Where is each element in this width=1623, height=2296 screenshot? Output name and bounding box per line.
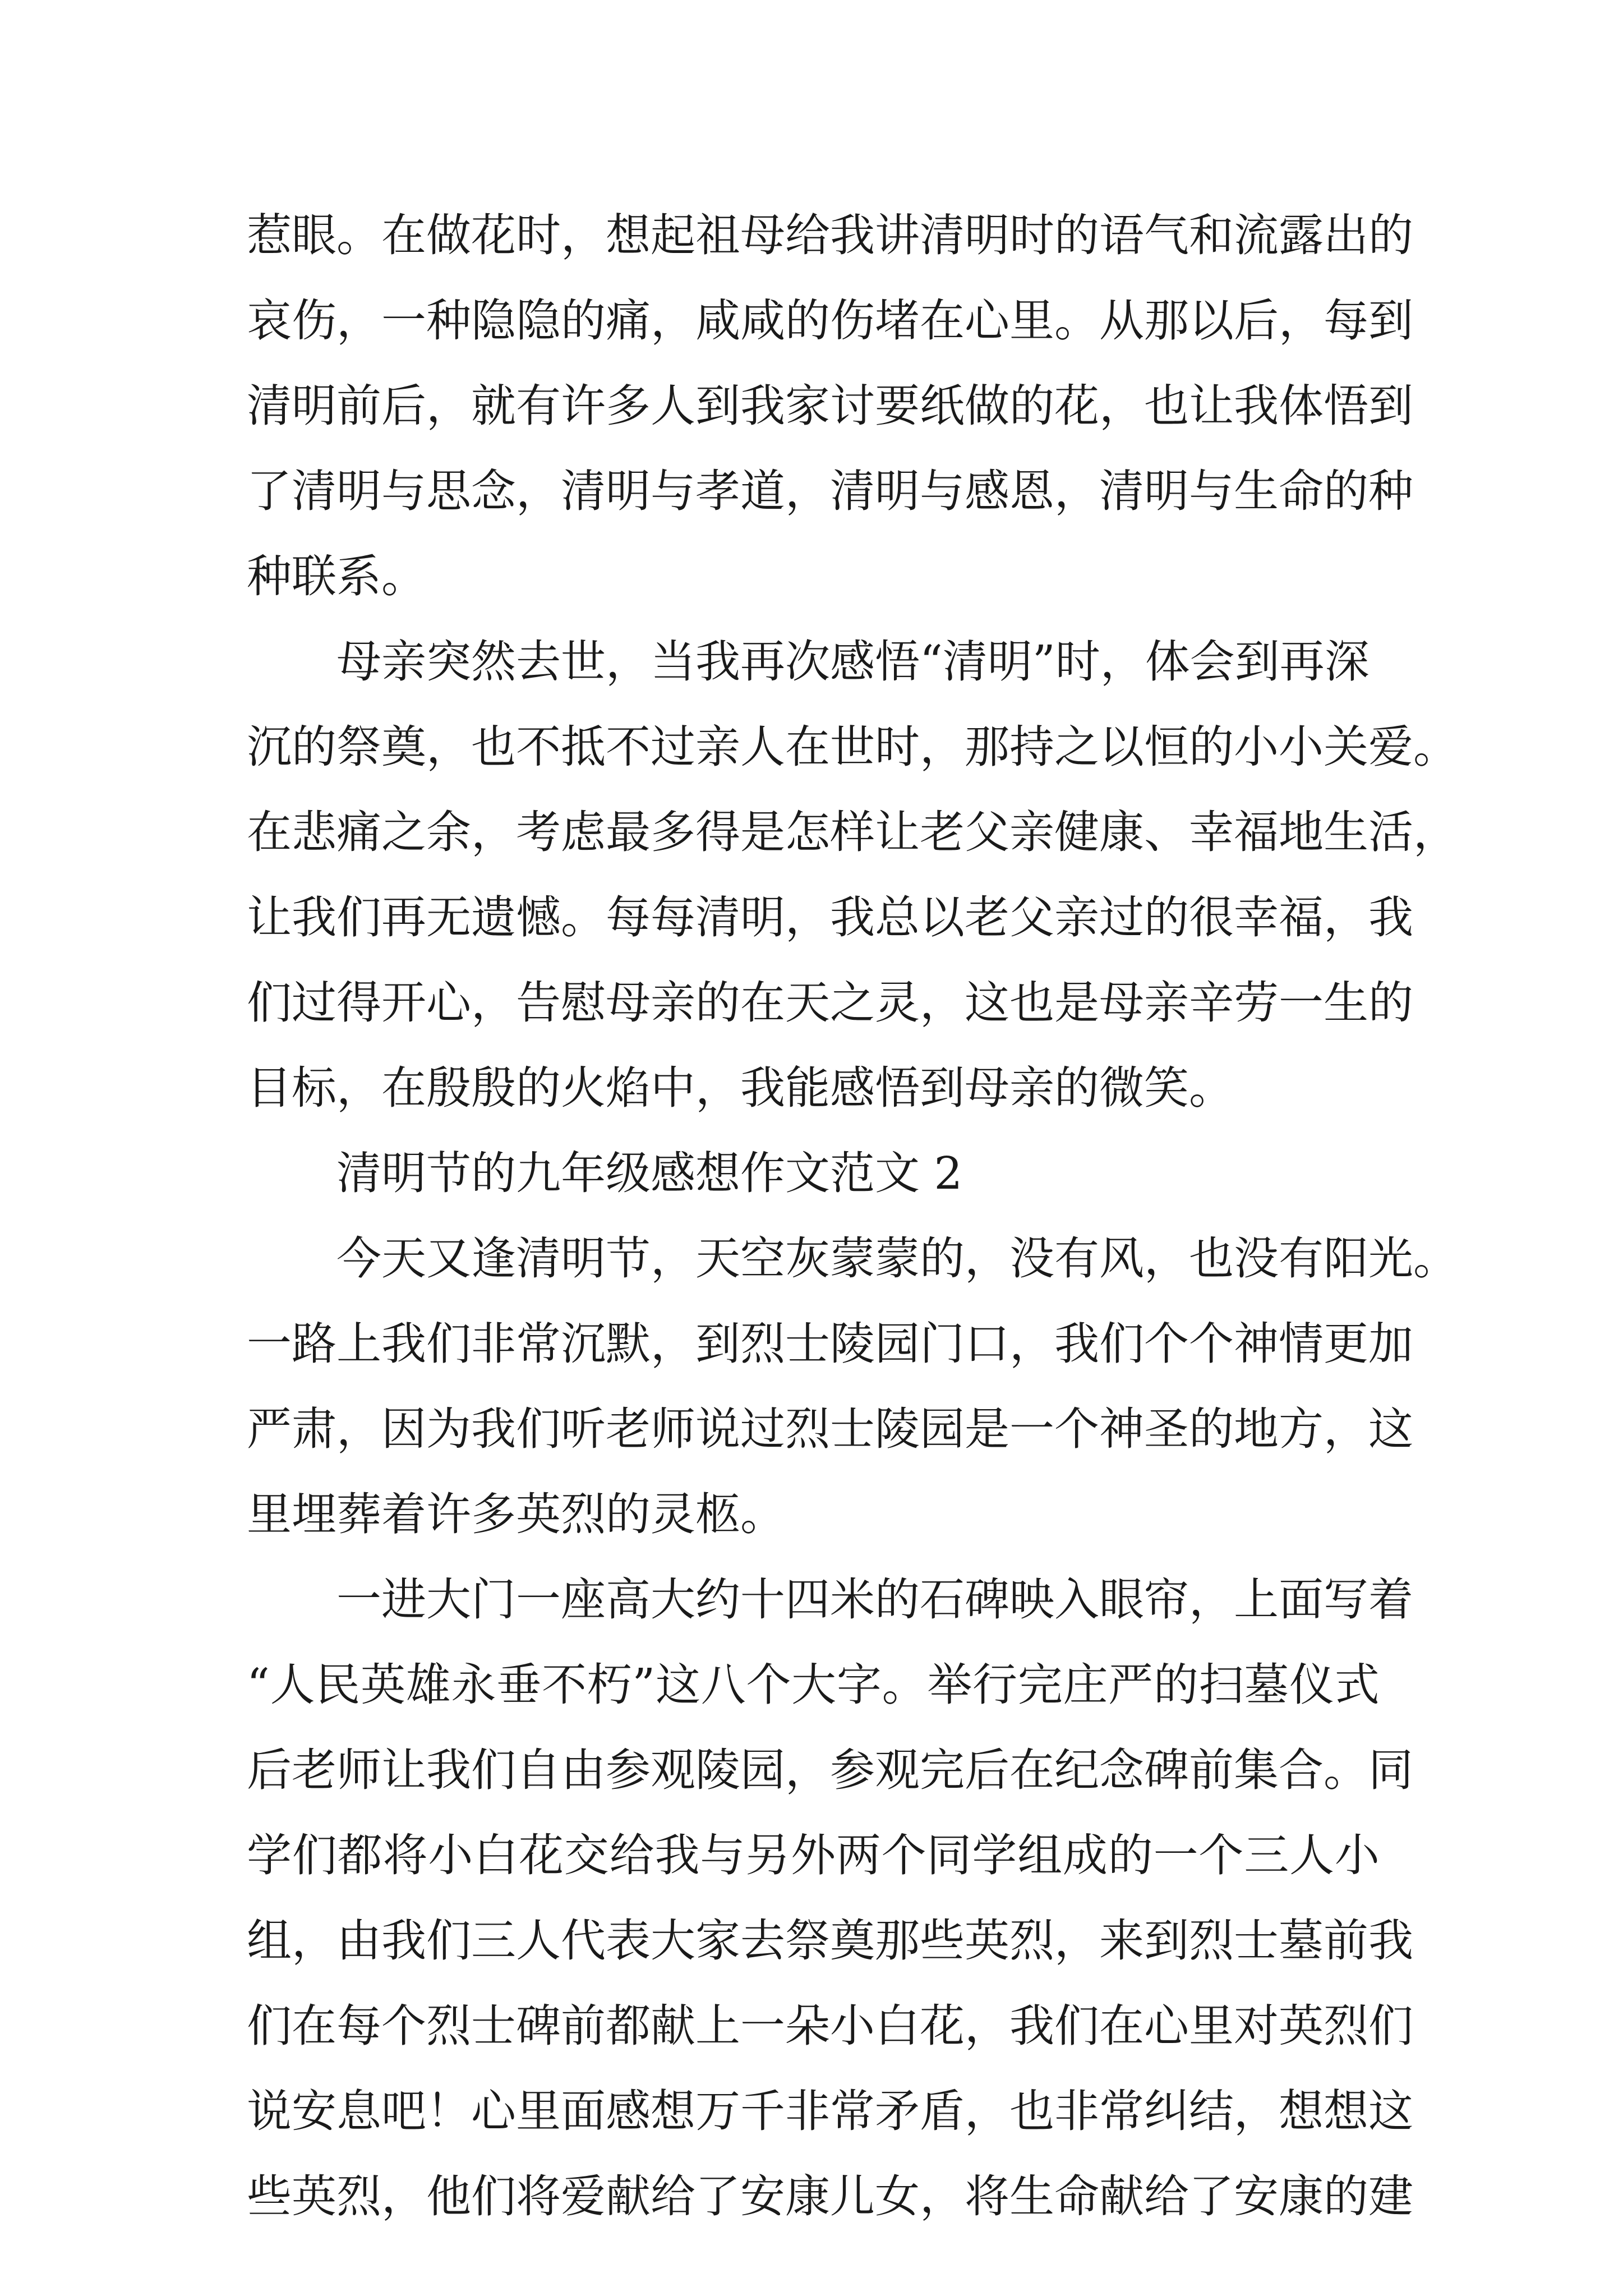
text-line: 些 英 烈 ， 他 们 将 爱 献 给 了 安 康 儿 女 ， 将 生 命 献 给 了 安 康 的 建: [247, 2170, 1413, 2223]
text-line: 说 安 息 吧 ！ 心 里 面 感 想 万 千 非 常 矛 盾 ， 也 非 常 纠 结 ， 想 想 这: [247, 2085, 1413, 2137]
paragraph-first-line: 一进大门一座高大约十四米的石碑映入眼帘，上面写着: [336, 1573, 1413, 1626]
text-line: 们 在 每 个 烈 士 碑 前 都 献 上 一 朵 小 白 花 ， 我 们 在 心 里 对 英 烈 们: [247, 2000, 1413, 2052]
text-line: 清 明 前 后 ， 就 有 许 多 人 到 我 家 讨 要 纸 做 的 花 ， 也 让 我 体 悟 到: [247, 380, 1413, 432]
text-line: 学 们 都 将 小 白 花 交 给 我 与 另 外 两 个 同 学 组 成 的 一 个 三 人 小: [247, 1829, 1380, 1881]
text-line: “ 人 民 英 雄 永 垂 不 朽 ” 这 八 个 大 字 。 举 行 完 庄 严 的 扫 墓 仪 式: [247, 1659, 1380, 1711]
text-line: 严 肃 ， 因 为 我 们 听 老 师 说 过 烈 士 陵 园 是 一 个 神 圣 的 地 方 ， 这: [247, 1403, 1413, 1455]
text-line: 种联系。: [247, 550, 426, 602]
section-heading: 清明节的九年级感想作文范文 2: [336, 1147, 963, 1199]
text-line: 目标，在殷殷的火焰中，我能感悟到母亲的微笑。: [247, 1062, 1234, 1114]
text-line: 后 老 师 让 我 们 自 由 参 观 陵 园 ， 参 观 完 后 在 纪 念 碑 前 集 合 。 同: [247, 1744, 1413, 1796]
text-line: 哀 伤 ， 一 种 隐 隐 的 痛 ， 咸 咸 的 伤 堵 在 心 里 。 从 那 以 后 ， 每 到: [247, 295, 1413, 347]
text-line: 组 ， 由 我 们 三 人 代 表 大 家 去 祭 奠 那 些 英 烈 ， 来 到 烈 士 墓 前 我: [247, 1915, 1413, 1967]
text-line: 惹 眼 。 在 做 花 时 ， 想 起 祖 母 给 我 讲 清 明 时 的 语 气 和 流 露 出 的: [247, 209, 1413, 261]
text-line: 在悲痛之余，考虑最多得是怎样让老父亲健康、幸福地生活，: [247, 806, 1458, 858]
text-line: 里埋葬着许多英烈的灵柩。: [247, 1488, 785, 1540]
text-line: 一 路 上 我 们 非 常 沉 默 ， 到 烈 士 陵 园 门 口 ， 我 们 个 个 神 情 更 加: [247, 1318, 1413, 1370]
text-line: 们 过 得 开 心 ， 告 慰 母 亲 的 在 天 之 灵 ， 这 也 是 母 亲 辛 劳 一 生 的: [247, 977, 1413, 1029]
text-line: 沉的祭奠，也不抵不过亲人在世时，那持之以恒的小小关爱。: [247, 721, 1458, 773]
text-line: 了 清 明 与 思 念 ， 清 明 与 孝 道 ， 清 明 与 感 恩 ， 清 明 与 生 命 的 种: [247, 465, 1413, 517]
paragraph-first-line: 今天又逢清明节，天空灰蒙蒙的，没有风，也没有阳光。: [336, 1232, 1458, 1285]
paragraph-first-line: 母亲突然去世，当我再次感悟“清明”时，体会到再深: [336, 636, 1370, 688]
text-line: 让 我 们 再 无 遗 憾 。 每 每 清 明 ， 我 总 以 老 父 亲 过 的 很 幸 福 ， 我: [247, 891, 1413, 944]
